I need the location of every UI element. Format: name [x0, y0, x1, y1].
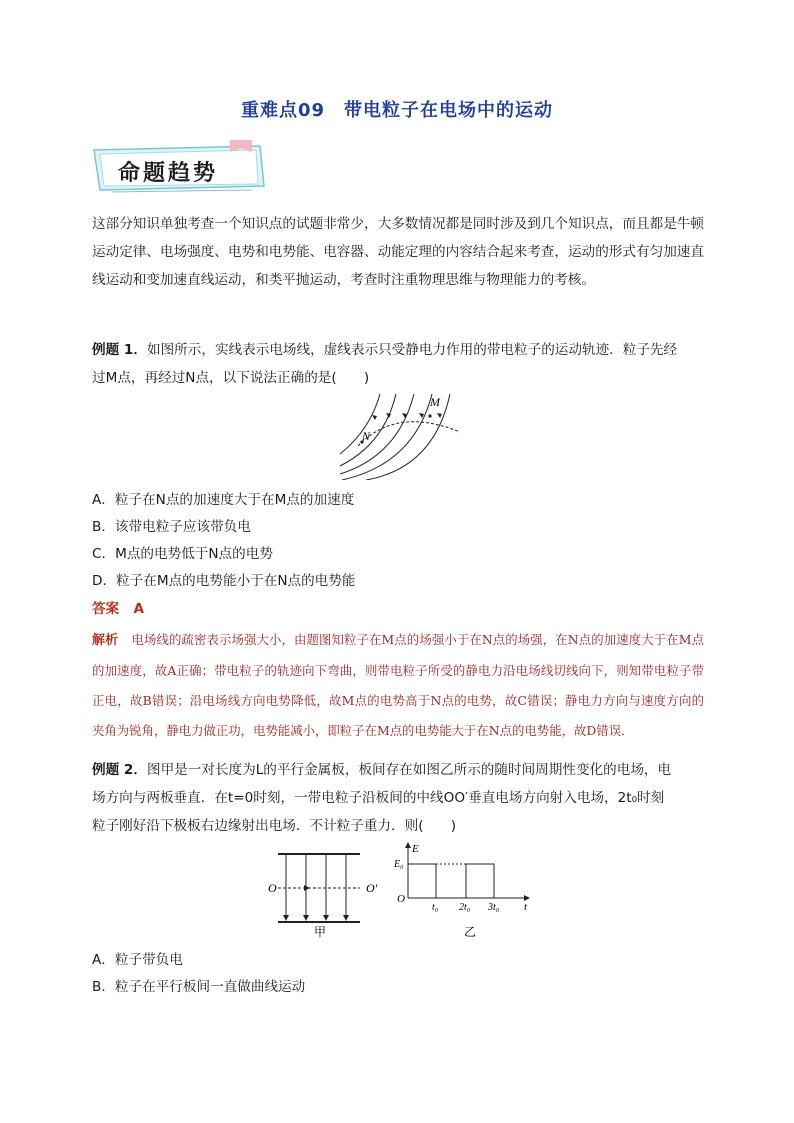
tick-3t0: 3t₀ — [488, 902, 500, 913]
example1-option-c: C．M点的电势低于N点的电势 — [92, 546, 273, 562]
origin-label: O — [397, 893, 405, 905]
intro-paragraph: 这部分知识单独考查一个知识点的试题非常少，大多数情况都是同时涉及到几个知识点，而且都是牛顿运动定律、电场强度、电势和电势能、电容器、动能定理的内容结合起来考查，运动的形式有匀加速直线运动和变加速直线运动，和类平抛运动，考查时注重物理思维与物理能力的考核。 — [92, 216, 704, 289]
example1-option-a: A．粒子在N点的加速度大于在M点的加速度 — [92, 492, 355, 508]
answer-line — [92, 597, 144, 617]
banner-label: 命题趋势 — [118, 160, 219, 186]
e0-label: E₀ — [394, 859, 404, 870]
example1-option-d: D．粒子在M点的电势能小于在N点的电势能 — [92, 573, 356, 589]
example2-question-3: 粒子刚好沿下极板右边缘射出电场．不计粒子重力．则( ) — [92, 818, 457, 834]
answer-value: A — [133, 601, 145, 617]
example1-option-b: B．该带电粒子应该带负电 — [92, 519, 251, 535]
example1-label: 例题 1． — [92, 342, 147, 358]
o-label: O — [268, 881, 277, 895]
figure-yi-caption: 乙 — [464, 925, 477, 939]
point-n-label: N — [362, 429, 371, 443]
explanation-label: 解析 — [92, 633, 119, 648]
example2-question-2: 场方向与两板垂直．在t=0时刻，一带电粒子沿板间的中线OO′垂直电场方向射入电场，2t₀时刻 — [92, 790, 665, 806]
field-lines-figure — [336, 392, 464, 480]
e-axis-label: E — [412, 843, 419, 855]
page-title: 重难点09 带电粒子在电场中的运动 — [240, 100, 554, 121]
explanation-text: 电场线的疏密表示场强大小，由题图知粒子在M点的场强小于在N点的场强，在N点的加速度大于在M点的加速度，故A正确；带电粒子的轨迹向下弯曲，则带电粒子所受的静电力沿电场线切线向下，则知带电粒子带正电，故B错误；沿电场线方向电势降低，故M点的电势高于N点的电势，故C错误；静电力方向与速度方向的夹角为锐角，静电力做正功，电势能减小，即粒子在M点的电势能大于在N点的电势能，故D错误． — [92, 632, 704, 738]
tick-2t0: 2t₀ — [459, 902, 471, 913]
explanation-block — [92, 624, 704, 745]
example2-label: 例题 2． — [92, 762, 147, 778]
t-axis-label: t — [524, 901, 528, 913]
point-m-label: M — [430, 395, 440, 409]
answer-label: 答案 — [92, 601, 120, 617]
figure-jia-caption: 甲 — [314, 925, 327, 938]
example2-option-a: A．粒子带负电 — [92, 952, 183, 968]
example2-line1 — [92, 758, 671, 778]
example1-question-2: 过M点，再经过N点，以下说法正确的是( ) — [92, 370, 370, 386]
o-prime-label: O′ — [366, 881, 378, 895]
example1-line1 — [92, 338, 677, 358]
example2-question-1: 图甲是一对长度为L的平行金属板，板间存在如图乙所示的随时间周期性变化的电场，电 — [146, 762, 672, 778]
example1-question-1: 如图所示，实线表示电场线，虚线表示只受静电力作用的带电粒子的运动轨迹．粒子先经 — [146, 342, 678, 358]
field-time-graph — [392, 840, 532, 940]
parallel-plates-figure — [258, 846, 384, 938]
example2-option-b: B．粒子在平行板间一直做曲线运动 — [92, 979, 306, 995]
tick-t0: t₀ — [432, 902, 439, 913]
